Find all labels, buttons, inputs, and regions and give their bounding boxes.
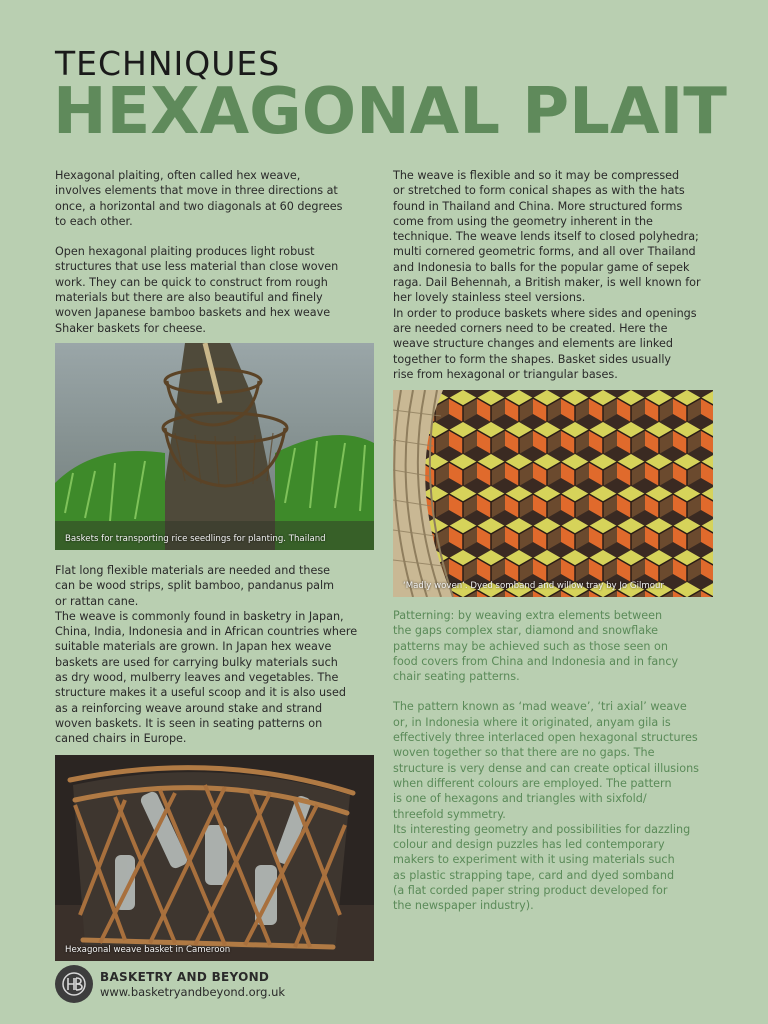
text-line: patterns may be achieved such as those seen on bbox=[393, 639, 668, 653]
left-intro bbox=[55, 168, 363, 336]
text-line: Shaker baskets for cheese. bbox=[55, 321, 206, 335]
org-name: BASKETRY AND BEYOND bbox=[100, 970, 270, 984]
text-line: suitable materials are grown. In Japan hex weave bbox=[55, 640, 332, 654]
text-line: Hexagonal plaiting, often called hex weave, bbox=[55, 169, 301, 182]
page-kicker: TECHNIQUES bbox=[55, 44, 281, 83]
text-line: Its interesting geometry and possibilities for dazzling bbox=[393, 822, 691, 836]
text-line: or, in Indonesia where it originated, anyam gila is bbox=[393, 715, 671, 729]
cameroon-basket-illustration bbox=[55, 755, 374, 961]
text-line: and Indonesia to balls for the popular game of sepek bbox=[393, 260, 690, 274]
text-line: as a reinforcing weave around stake and strand bbox=[55, 701, 323, 715]
text-line: chair seating patterns. bbox=[393, 670, 520, 684]
text-line: raga. Dail Behennah, a British maker, is well known for bbox=[393, 276, 701, 290]
cameroon-basket-photo bbox=[55, 755, 374, 961]
rice-baskets-photo bbox=[55, 343, 374, 550]
text-line: Patterning: by weaving extra elements between bbox=[393, 609, 663, 622]
text-line: Open hexagonal plaiting produces light robust bbox=[55, 245, 315, 259]
right-patterning bbox=[393, 608, 713, 914]
mad-weave-tray-photo bbox=[393, 390, 713, 597]
text-line: effectively three interlaced open hexagonal structures bbox=[393, 731, 698, 745]
text-line: as dry wood, mulberry leaves and vegetables. The bbox=[55, 671, 339, 685]
text-line: technique. The weave lends itself to closed polyhedra; bbox=[393, 230, 699, 244]
text-line: together to form the shapes. Basket sides usually bbox=[393, 352, 672, 366]
text-line: woven baskets. It is seen in seating patterns on bbox=[55, 716, 323, 730]
text-line: rise from hexagonal or triangular bases. bbox=[393, 367, 618, 381]
text-line: makers to experiment with it using materials such bbox=[393, 853, 675, 867]
text-line: baskets are used for carrying bulky materials such bbox=[55, 655, 338, 669]
text-line: structures that use less material than close woven bbox=[55, 260, 339, 274]
text-line: once, a horizontal and two diagonals at 60 degrees bbox=[55, 199, 343, 213]
text-line: or stretched to form conical shapes as with the hats bbox=[393, 184, 685, 198]
text-line: materials but there are also beautiful and finely bbox=[55, 291, 323, 305]
text-line: the gaps complex star, diamond and snowflake bbox=[393, 624, 659, 638]
text-line: threefold symmetry. bbox=[393, 807, 506, 821]
text-line: when different colours are employed. The pattern bbox=[393, 776, 672, 790]
text-line: structure is very dense and can create optical illusions bbox=[393, 761, 699, 775]
website-link[interactable]: www.basketryandbeyond.org.uk bbox=[100, 985, 286, 999]
text-line: is one of hexagons and triangles with sixfold/ bbox=[393, 792, 647, 806]
text-line: China, India, Indonesia and in African countries where bbox=[55, 625, 358, 639]
text-line: as plastic strapping tape, card and dyed somband bbox=[393, 868, 675, 882]
text-line: caned chairs in Europe. bbox=[55, 732, 187, 746]
text-line: the newspaper industry). bbox=[393, 899, 534, 913]
page-title: HEXAGONAL PLAIT bbox=[53, 75, 727, 149]
mad-weave-tray-illustration bbox=[393, 390, 713, 597]
text-line: found in Thailand and China. More structured forms bbox=[393, 199, 683, 213]
left-body bbox=[55, 563, 363, 747]
text-line: work. They can be quick to construct from rough bbox=[55, 275, 328, 289]
text-line: her lovely stainless steel versions. bbox=[393, 291, 586, 305]
text-line: woven together so that there are no gaps. The bbox=[393, 746, 655, 760]
text-line: The weave is flexible and so it may be compressed bbox=[393, 169, 680, 182]
cameroon-photo-caption: Hexagonal weave basket in Cameroon bbox=[65, 945, 231, 955]
text-line: (a flat corded paper string product developed for bbox=[393, 884, 668, 898]
text-line: The weave is commonly found in basketry in Japan, bbox=[55, 609, 344, 623]
text-line: involves elements that move in three directions at bbox=[55, 184, 338, 198]
tray-photo-caption: ‘Madly woven’. Dyed somband and willow tray by Jo Gilmour bbox=[403, 581, 664, 591]
rice-baskets-illustration bbox=[55, 343, 374, 550]
text-line: woven Japanese bamboo baskets and hex weave bbox=[55, 306, 331, 320]
text-line: multi cornered geometric forms, and all over Thailand bbox=[393, 245, 696, 259]
rice-photo-caption: Baskets for transporting rice seedlings for planting. Thailand bbox=[65, 534, 326, 544]
text-line: come from using the geometry inherent in the bbox=[393, 214, 653, 228]
text-line: In order to produce baskets where sides and openings bbox=[393, 306, 697, 320]
text-line: Flat long flexible materials are needed and these bbox=[55, 564, 331, 577]
basketry-logo-icon bbox=[55, 965, 93, 1003]
text-line: or rattan cane. bbox=[55, 594, 139, 608]
text-line: are needed corners need to be created. Here the bbox=[393, 321, 668, 335]
text-line: The pattern known as ‘mad weave’, ‘tri axial’ weave bbox=[393, 700, 687, 714]
text-line: to each other. bbox=[55, 214, 133, 228]
text-line: can be wood strips, split bamboo, pandanus palm bbox=[55, 579, 335, 593]
text-line: weave structure changes and elements are linked bbox=[393, 337, 673, 351]
footer bbox=[100, 970, 285, 999]
text-line: colour and design puzzles has led contemporary bbox=[393, 838, 665, 852]
text-line: food covers from China and Indonesia and in fancy bbox=[393, 654, 679, 668]
text-line: structure makes it a useful scoop and it is also used bbox=[55, 686, 346, 700]
right-top bbox=[393, 168, 713, 382]
